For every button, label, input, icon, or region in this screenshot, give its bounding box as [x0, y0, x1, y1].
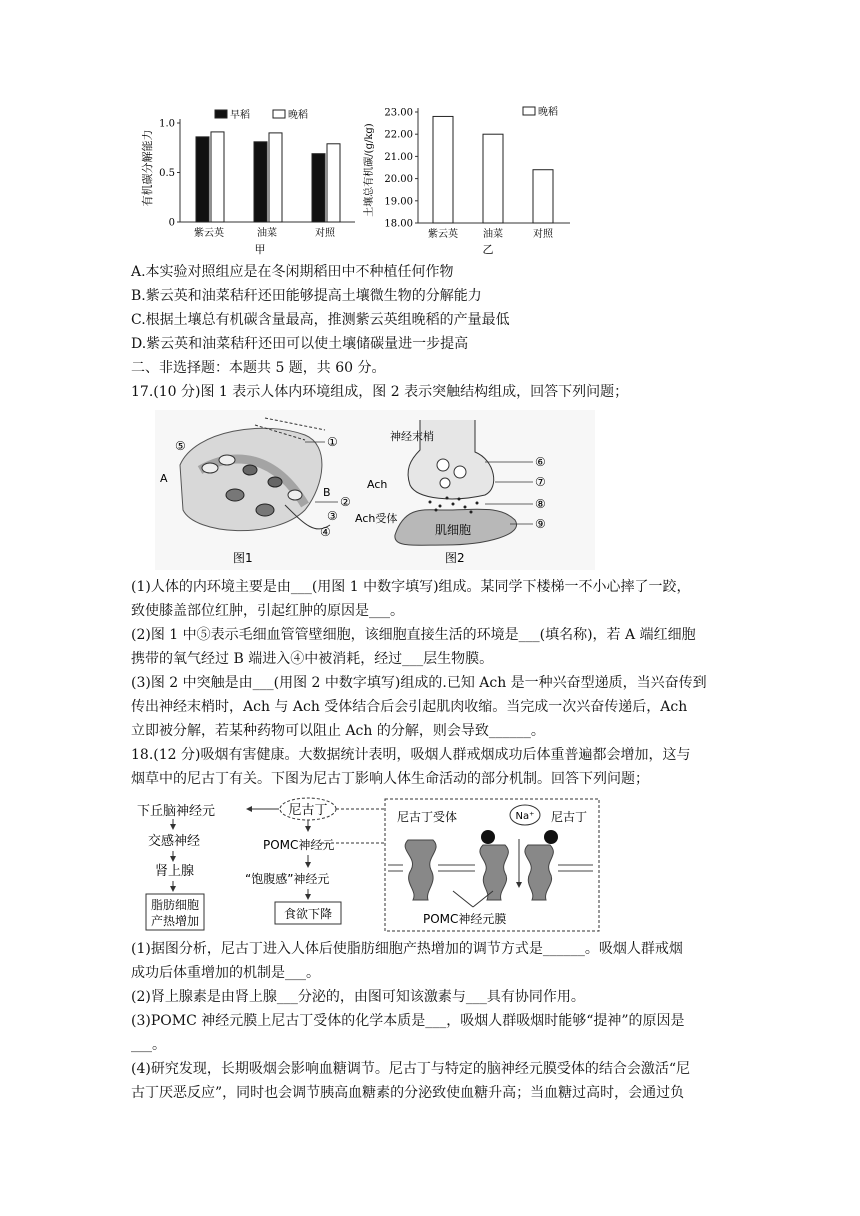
q18-line-2: 成功后体重增加的机制是___。	[131, 965, 320, 981]
fig1-label-1: ①	[327, 435, 338, 449]
q17-line-4: 携带的氧气经过 B 端进入④中被消耗，经过___层生物膜。	[131, 651, 494, 667]
fig2-label-ach: Ach	[367, 478, 388, 491]
jia-legend-swatch	[215, 110, 227, 118]
chart-yi	[360, 100, 590, 260]
fig2-label-7: ⑦	[535, 475, 546, 489]
chart-yi-bars	[433, 116, 553, 223]
chart-jia-legend	[215, 108, 308, 121]
fig1-label-a: A	[160, 472, 168, 485]
label-heat-increase: 产热增加	[150, 914, 200, 928]
receptor-proteins	[405, 840, 553, 900]
yi-ytick-label: 18.00	[384, 218, 413, 230]
q17-line-6: 传出神经末梢时，Ach 与 Ach 受体结合后会引起肌肉收缩。当完成一次兴奋传递后，Ach	[131, 699, 688, 715]
jia-category-label: 油菜	[257, 228, 277, 239]
yi-legend-swatch	[523, 107, 535, 115]
option-a: A.本实验对照组应是在冬闲期稻田中不种植任何作物	[131, 264, 454, 280]
figure-1-2	[155, 410, 595, 570]
jia-category-label: 紫云英	[194, 228, 224, 239]
label-nicotine-2: 尼古丁	[551, 810, 588, 824]
jia-category-label: 对照	[315, 228, 335, 239]
q18-line-5: ___。	[131, 1037, 166, 1053]
jia-bar-1-0	[211, 132, 224, 222]
jia-ytick-label: 0.5	[159, 168, 175, 179]
q17-line-1: (1)人体的内环境主要是由___(用图 1 中数字填写)组成。某同学下楼梯一不小心摔了一跤，	[131, 579, 691, 595]
option-c: C.根据土壤总有机碳含量最高，推测紫云英组晚稻的产量最低	[131, 312, 510, 328]
q18-line-4: (3)POMC 神经元膜上尼古丁受体的化学本质是___，吸烟人群吸烟时能够“提神”的原因是	[131, 1013, 685, 1029]
option-b: B.紫云英和油菜秸秆还田能够提高土壤微生物的分解能力	[131, 288, 482, 304]
jia-bar-0-2	[312, 154, 325, 222]
jia-legend-label: 早稻	[230, 110, 250, 121]
yi-ytick-label: 19.00	[384, 196, 413, 208]
jia-bar-1-2	[327, 144, 340, 222]
yi-ytick-label: 23.00	[384, 107, 413, 119]
jia-bar-0-1	[254, 142, 267, 222]
nicotine-mechanism-figure	[133, 795, 603, 935]
jia-ytick-label: 0	[168, 217, 175, 229]
fig2-label-muscle: 肌细胞	[435, 523, 472, 537]
label-pomc-membrane: POMC神经元膜	[423, 912, 507, 926]
fig1-label-4: ④	[320, 525, 331, 539]
option-d: D.紫云英和油菜秸秆还田可以使土壤储碳量进一步提高	[131, 336, 469, 352]
yi-category-label: 油菜	[483, 229, 503, 240]
fig1-label-b: B	[323, 486, 331, 499]
chart-jia-bars	[196, 132, 340, 222]
yi-bar-0-0	[433, 116, 453, 223]
fig1-label-5: ⑤	[175, 439, 186, 453]
yi-category-label: 对照	[533, 229, 553, 240]
jia-legend-swatch	[273, 110, 285, 118]
yi-legend-label: 晚稻	[538, 107, 558, 118]
fig2-label-6: ⑥	[535, 455, 546, 469]
q17-line-5: (3)图 2 中突触是由___(用图 2 中数字填写)组成的.已知 Ach 是一种兴奋型递质，当兴奋传到	[131, 675, 707, 691]
q18-line-7: 古丁厌恶反应”，同时也会调节胰高血糖素的分泌致使血糖升高；当血糖过高时，会通过负	[131, 1085, 685, 1101]
q17-intro: 17.(10 分)图 1 表示人体内环境组成，图 2 表示突触结构组成，回答下列问题；	[131, 384, 629, 400]
label-fat-cell: 脂肪细胞	[150, 898, 200, 912]
jia-bar-1-1	[269, 133, 282, 222]
chart-yi-ylabel: 土壤总有机碳/(g/kg)	[364, 123, 375, 217]
q17-line-7: 立即被分解，若某种药物可以阻止 Ach 的分解，则会导致______。	[131, 723, 545, 739]
fig2-label-nerve-ending: 神经末梢	[390, 430, 434, 443]
label-adrenal: 肾上腺	[155, 864, 195, 879]
label-appetite-decrease: 食欲下降	[283, 907, 333, 921]
q18-intro-1: 18.(12 分)吸烟有害健康。大数据统计表明，吸烟人群戒烟成功后体重普遍都会增加，这与	[131, 747, 691, 763]
chart-yi-caption: 乙	[482, 243, 494, 256]
fig2-label-9: ⑨	[535, 517, 546, 531]
label-sympathetic: 交感神经	[148, 834, 201, 849]
jia-legend-label: 晚稻	[288, 110, 308, 121]
fig1-label-2: ②	[340, 495, 351, 509]
yi-ytick-label: 20.00	[384, 174, 413, 186]
label-receptor: 尼古丁受体	[397, 810, 458, 824]
chart-jia	[135, 100, 365, 260]
q18-line-3: (2)肾上腺素是由肾上腺___分泌的，由图可知该激素与___具有协同作用。	[131, 989, 585, 1005]
label-nicotine: 尼古丁	[288, 803, 328, 818]
yi-ytick-label: 22.00	[384, 129, 413, 141]
yi-bar-0-2	[533, 170, 553, 223]
yi-bar-0-1	[483, 134, 503, 223]
chart-yi-legend	[523, 105, 558, 118]
label-hypothalamus: 下丘脑神经元	[137, 804, 216, 819]
fig2-label-8: ⑧	[535, 497, 546, 511]
fig1-label-3: ③	[327, 509, 338, 523]
label-sodium: Na⁺	[515, 811, 535, 822]
q18-intro-2: 烟草中的尼古丁有关。下图为尼古丁影响人体生命活动的部分机制。回答下列问题；	[131, 771, 649, 787]
jia-bar-0-0	[196, 137, 209, 222]
chart-jia-ylabel: 有机碳分解能力	[141, 129, 154, 207]
section-heading: 二、非选择题：本题共 5 题，共 60 分。	[131, 360, 386, 376]
fig2-label-ach-receptor: Ach受体	[355, 512, 398, 525]
q18-line-6: (4)研究发现，长期吸烟会影响血糖调节。尼古丁与特定的脑神经元膜受体的结合会激活“尼	[131, 1061, 690, 1077]
label-satiety-neuron: “饱腹感”神经元	[245, 872, 330, 886]
q17-line-3: (2)图 1 中⑤表示毛细血管管壁细胞，该细胞直接生活的环境是___(填名称)，若 A 端红细胞	[131, 627, 696, 643]
chart-jia-caption: 甲	[254, 243, 266, 256]
q18-line-1: (1)据图分析，尼古丁进入人体后使脂肪细胞产热增加的调节方式是______。吸烟人群戒烟	[131, 941, 683, 957]
yi-category-label: 紫云英	[428, 229, 458, 240]
jia-ytick-label: 1.0	[159, 118, 175, 130]
fig2-caption: 图2	[445, 551, 465, 565]
label-pomc-neuron: POMC神经元	[263, 838, 335, 852]
yi-ytick-label: 21.00	[384, 151, 413, 163]
fig1-caption: 图1	[233, 551, 253, 565]
q17-line-2: 致使膝盖部位红肿，引起红肿的原因是___。	[131, 603, 404, 619]
